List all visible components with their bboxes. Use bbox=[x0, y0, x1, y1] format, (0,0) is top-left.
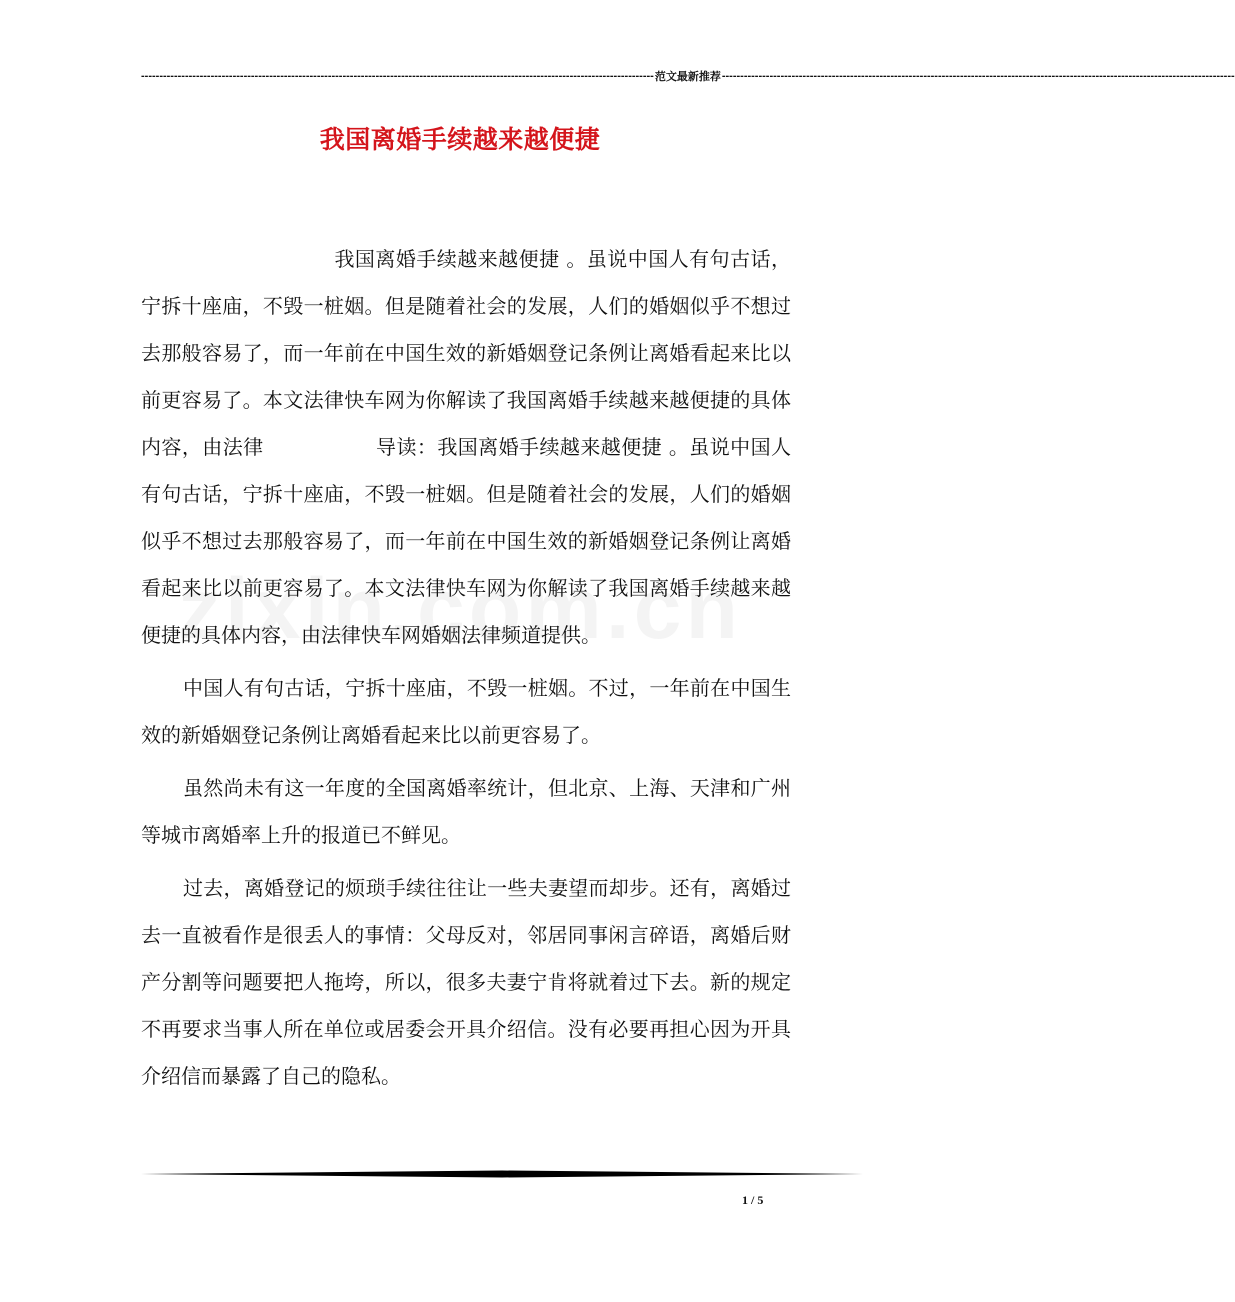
document-title: 我国离婚手续越来越便捷 bbox=[319, 125, 601, 154]
header-label: 范文最新推荐 bbox=[654, 71, 721, 83]
page-number: 1 / 5 bbox=[742, 1193, 764, 1207]
header-dashes-right: -------------------------------------------------------------------------------------------------------------------------------------------- bbox=[721, 70, 1235, 82]
footer-rule bbox=[141, 1170, 863, 1178]
paragraph-intro-part2: 导读：我国离婚手续越来越便捷 。虽说中国人有句古话，宁拆十座庙，不毁一桩姻。但是随着社会的发展，人们的婚姻似乎不想过去那般容易了，而一年前在中国生效的新婚姻登记条例让离婚看起来比以前更容易了。本文法律快车网为你解读了我国离婚手续越来越便捷的具体内容，由法律快车网婚姻法律频道提供。 bbox=[141, 435, 792, 647]
document-body bbox=[141, 236, 791, 1100]
paragraph: 虽然尚未有这一年度的全国离婚率统计，但北京、上海、天津和广州等城市离婚率上升的报道已不鲜见。 bbox=[141, 776, 791, 847]
running-header bbox=[141, 68, 1235, 84]
paragraph-intro-part1: 我国离婚手续越来越便捷 。虽说中国人有句古话，宁拆十座庙，不毁一桩姻。但是随着社会的发展，人们的婚姻似乎不想过去那般容易了，而一年前在中国生效的新婚姻登记条例让离婚看起来比以前更容易了。本文法律快车网为你解读了我国离婚手续越来越便捷的具体内容，由法律 bbox=[141, 247, 791, 459]
paragraph: 中国人有句古话，宁拆十座庙，不毁一桩姻。不过，一年前在中国生效的新婚姻登记条例让离婚看起来比以前更容易了。 bbox=[141, 676, 791, 747]
paragraph: 过去，离婚登记的烦琐手续往往让一些夫妻望而却步。还有，离婚过去一直被看作是很丢人的事情：父母反对，邻居同事闲言碎语，离婚后财产分割等问题要把人拖垮，所以，很多夫妻宁肯将就着过下去。新的规定不再要求当事人所在单位或居委会开具介绍信。没有必要再担心因为开具介绍信而暴露了自己的隐私。 bbox=[141, 876, 791, 1088]
header-dashes-left: -------------------------------------------------------------------------------------------------------------------------------------------- bbox=[141, 70, 654, 82]
paragraph-intro bbox=[141, 236, 791, 659]
